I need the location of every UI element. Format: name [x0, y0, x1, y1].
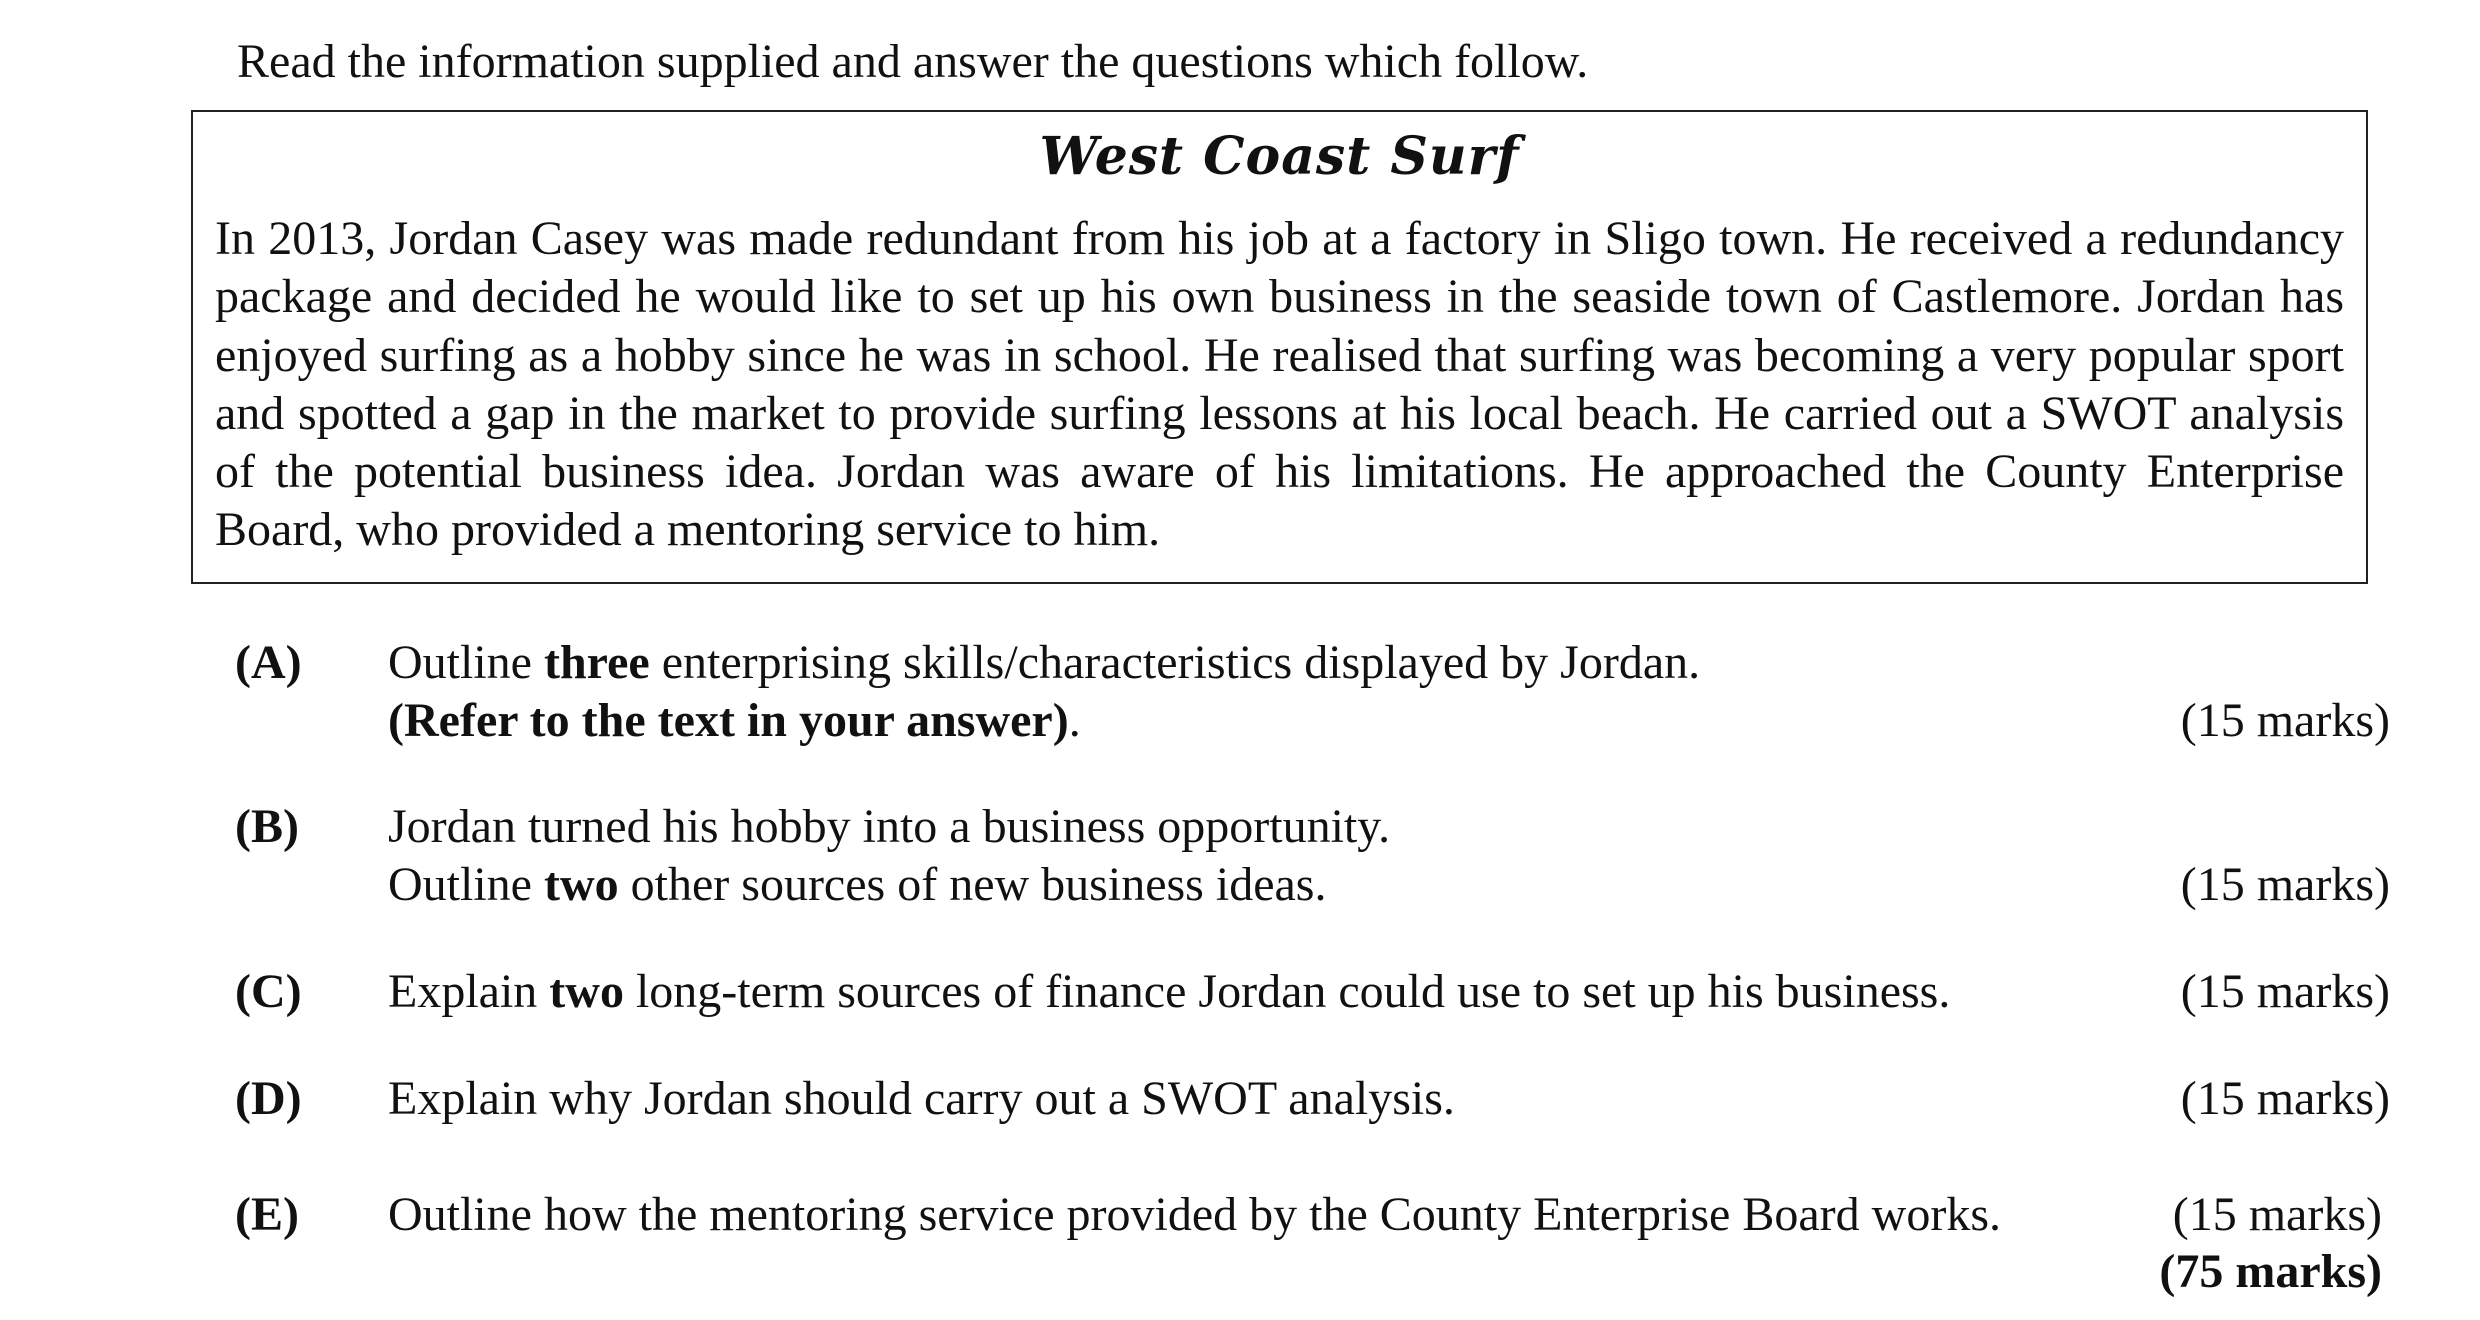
question-text: Outline — [388, 636, 544, 689]
question-marks: (15 marks) — [2172, 1188, 2382, 1241]
question-marks: (15 marks) — [2180, 858, 2390, 911]
question-marks: (15 marks) — [2180, 694, 2390, 747]
question-emphasis: (Refer to the text in your answer) — [388, 694, 1069, 747]
question-emphasis: three — [543, 636, 650, 689]
instruction-text: Read the information supplied and answer the questions which follow. — [237, 35, 1589, 88]
question-marks: (15 marks) — [2180, 1072, 2390, 1125]
question-body — [388, 1070, 1455, 1128]
question-line — [388, 692, 1700, 750]
question-letter: (E) — [235, 1188, 299, 1241]
question-text: other sources of new business ideas. — [618, 858, 1327, 911]
question-line — [388, 634, 1700, 692]
question-text: Explain — [388, 965, 550, 1018]
question-body — [388, 1186, 2001, 1244]
question-line — [388, 963, 1950, 1021]
question-body — [388, 963, 1950, 1021]
total-marks: (75 marks) — [2159, 1245, 2382, 1298]
question-body — [388, 634, 1700, 750]
question-letter: (A) — [235, 636, 302, 689]
question-text: enterprising skills/characteristics displayed by Jordan. — [649, 636, 1701, 689]
question-marks: (15 marks) — [2180, 965, 2390, 1018]
question-emphasis: two — [549, 965, 624, 1018]
question-letter: (B) — [235, 800, 299, 853]
question-line — [388, 856, 1390, 914]
question-line: Jordan turned his hobby into a business opportunity. — [388, 800, 1391, 853]
case-study-text: In 2013, Jordan Casey was made redundant from his job at a factory in Sligo town. He received a redundancy package and decided he would like to set up his own business in the seaside town of Castlemore. Jordan has enjoyed surfing as a hobby since he was in school. He realised that surfing was becoming a very popular sport and spotted a gap in the market to provide surfing lessons at his local beach. He carried out a SWOT analysis of the potential business idea. Jordan was aware of his limitations. He approached the County Enterprise Board, who provided a mentoring service to him. — [215, 212, 2344, 557]
question-letter: (D) — [235, 1072, 302, 1125]
question-line: Explain why Jordan should carry out a SWOT analysis. — [388, 1072, 1455, 1125]
question-text: Outline — [388, 858, 544, 911]
case-study-box — [191, 110, 2368, 584]
question-text: long-term sources of finance Jordan could use to set up his business. — [623, 965, 1951, 1018]
question-text: . — [1068, 694, 1081, 747]
question-emphasis: two — [543, 858, 619, 911]
question-body — [388, 798, 1390, 914]
case-study-title: West Coast Surf — [1039, 126, 1520, 187]
question-line: Outline how the mentoring service provided by the County Enterprise Board works. — [388, 1188, 2001, 1241]
question-letter: (C) — [235, 965, 302, 1018]
